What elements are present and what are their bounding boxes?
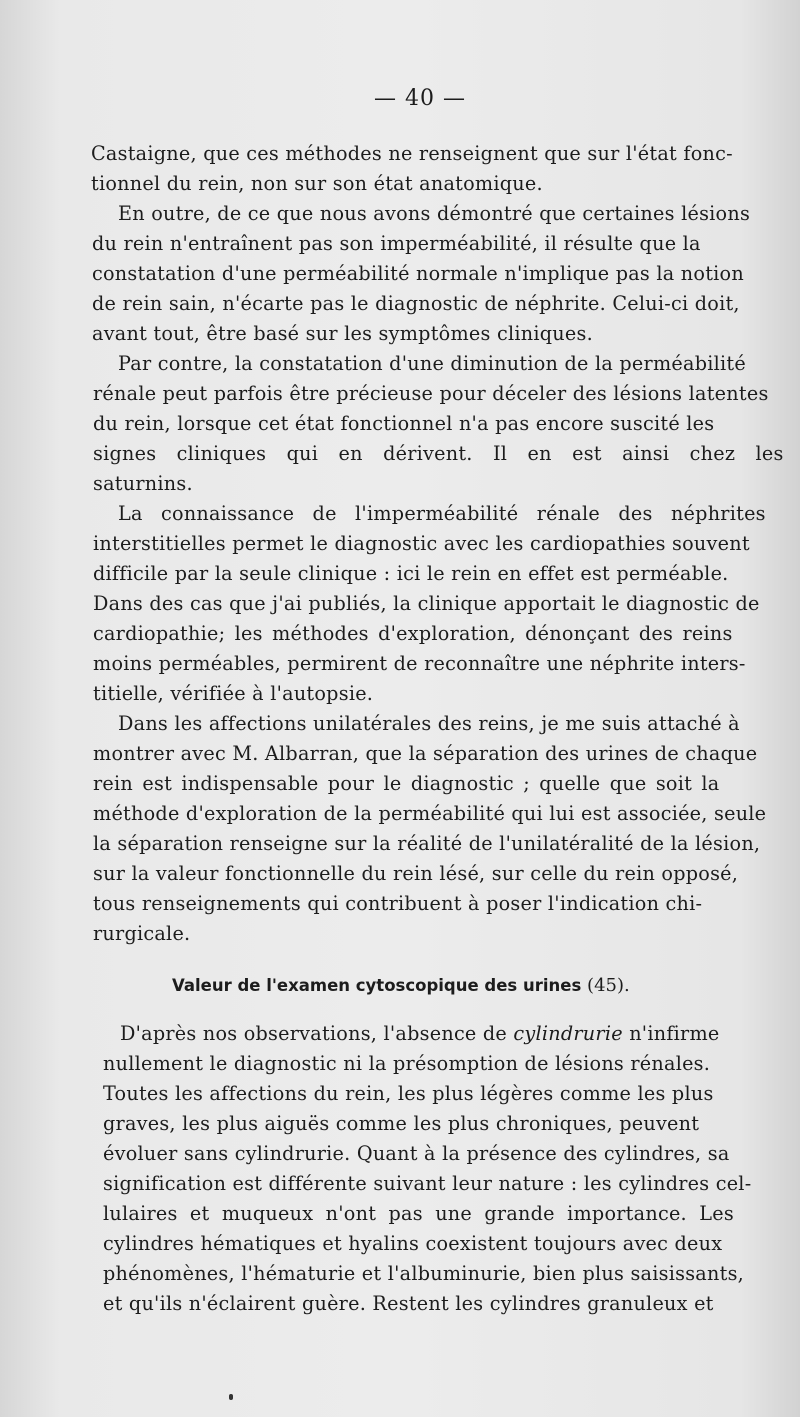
text-line: du rein n'entraînent pas son imperméabilité, il résulte que la [92,232,701,255]
text-line: phénomènes, l'hématurie et l'albuminurie, bien plus saisissants, [103,1262,745,1285]
text-line: rein est indispensable pour le diagnostic ; quelle que soit la [93,772,720,795]
text-line: tionnel du rein, non sur son état anatomique. [91,172,543,195]
text-line: méthode d'exploration de la perméabilité qui lui est associée, seule [93,802,767,825]
section-heading [172,972,630,1000]
text-line: Toutes les affections du rein, les plus légères comme les plus [103,1082,714,1105]
text-line: En outre, de ce que nous avons démontré que certaines lésions [118,202,751,225]
text-line: titielle, vérifiée à l'autopsie. [93,682,374,705]
text-fragment: D'après nos observations, l'absence de [120,1022,514,1045]
page-number: — 40 — [374,86,466,111]
text-line: sur la valeur fonctionnelle du rein lésé, sur celle du rein opposé, [93,862,739,885]
text-line: lulaires et muqueux n'ont pas une grande importance. Les [103,1202,734,1225]
text-line: la séparation renseigne sur la réalité de l'unilatéralité de la lésion, [93,832,761,855]
section-heading-text: Valeur de l'examen cytoscopique des urines [172,976,582,995]
text-line: rénale peut parfois être précieuse pour déceler des lésions latentes [93,382,769,405]
text-line: moins perméables, permirent de reconnaître une néphrite inters- [93,652,746,675]
text-line: signification est différente suivant leur nature : les cylindres cel- [103,1172,752,1195]
text-line: graves, les plus aiguës comme les plus chroniques, peuvent [103,1112,700,1135]
text-line: saturnins. [93,472,193,495]
section-heading-ref: (45). [587,975,630,996]
ink-speck [229,1394,233,1400]
text-line: rurgicale. [93,922,191,945]
text-line: tous renseignements qui contribuent à poser l'indication chi- [93,892,703,915]
text-line: interstitielles permet le diagnostic avec les cardiopathies souvent [93,532,750,555]
text-line: cylindres hématiques et hyalins coexistent toujours avec deux [103,1232,723,1255]
text-line: avant tout, être basé sur les symptômes cliniques. [92,322,593,345]
text-line: difficile par la seule clinique : ici le rein en effet est perméable. [93,562,729,585]
text-line: constatation d'une perméabilité normale n'implique pas la notion [92,262,744,285]
text-line: nullement le diagnostic ni la présomption de lésions rénales. [103,1052,711,1075]
text-line: et qu'ils n'éclairent guère. Restent les cylindres granuleux et [103,1292,714,1315]
text-line: Par contre, la constatation d'une diminution de la perméabilité [118,352,746,375]
text-line: évoluer sans cylindrurie. Quant à la présence des cylindres, sa [103,1142,730,1165]
text-line: montrer avec M. Albarran, que la séparation des urines de chaque [93,742,758,765]
text-line: signes cliniques qui en dérivent. Il en est ainsi chez les [93,442,784,465]
text-line: Dans des cas que j'ai publiés, la clinique apportait le diagnostic de [93,592,760,615]
text-line: du rein, lorsque cet état fonctionnel n'a pas encore suscité les [93,412,715,435]
text-line: de rein sain, n'écarte pas le diagnostic de néphrite. Celui-ci doit, [92,292,740,315]
text-line: Dans les affections unilatérales des reins, je me suis attaché à [118,712,740,735]
text-line: Castaigne, que ces méthodes ne renseignent que sur l'état fonc- [91,142,733,165]
text-line: La connaissance de l'imperméabilité rénale des néphrites [118,502,766,525]
text-line: cardiopathie; les méthodes d'exploration, dénonçant des reins [93,622,733,645]
text-fragment: n'infirme [622,1022,720,1045]
italic-term: cylindrurie [513,1022,623,1045]
text-line [120,1019,720,1049]
